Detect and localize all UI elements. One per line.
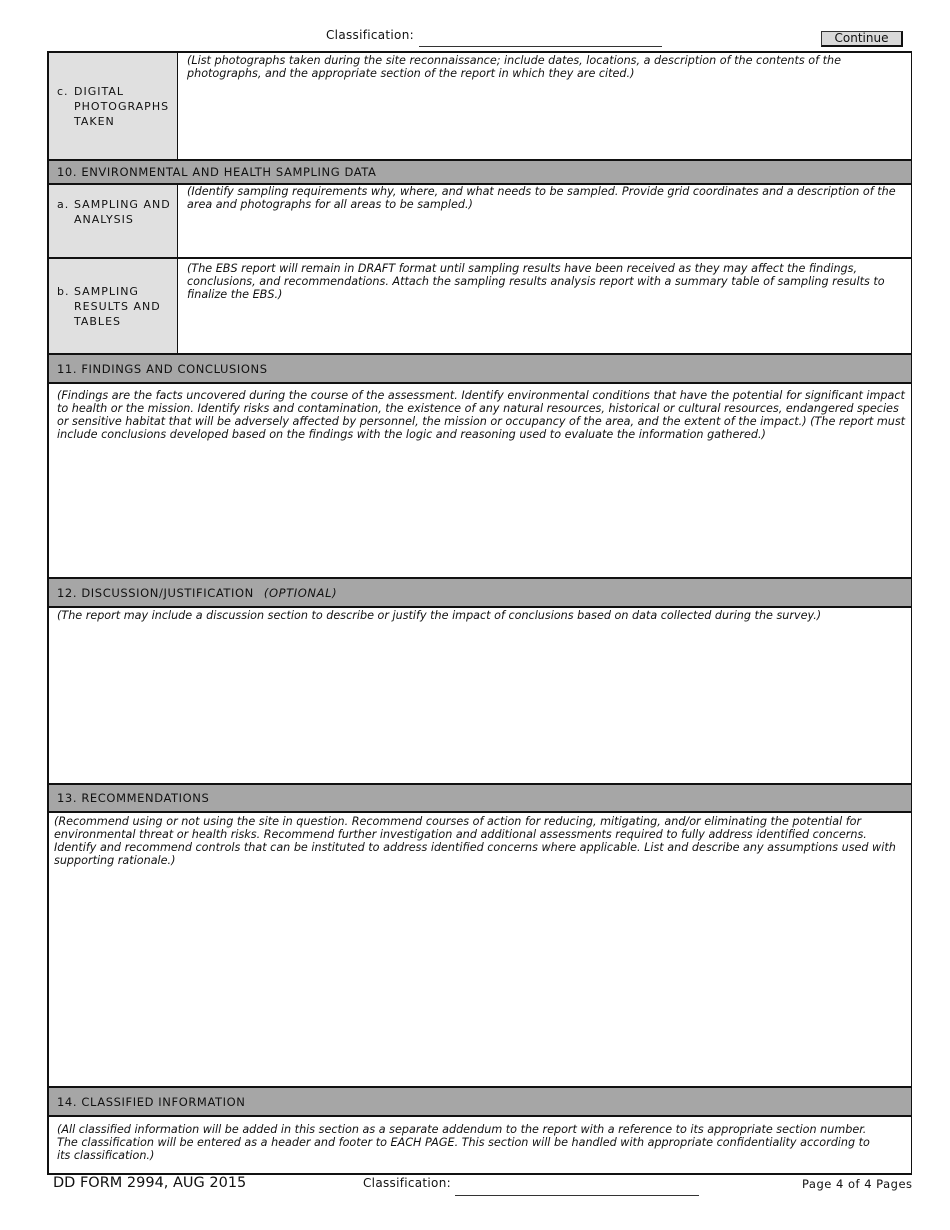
- label-text: SAMPLING RESULTS AND TABLES: [74, 284, 161, 328]
- optional-tag: (OPTIONAL): [263, 585, 338, 600]
- continue-button[interactable]: Continue: [821, 31, 903, 47]
- instruction-digital-photographs[interactable]: (List photographs taken during the site reconnaissance; include dates, locations, a description of the contents of the photographs, and the appropriate section of the report in which they are cited.): [187, 54, 841, 80]
- section-header-discussion: [49, 579, 911, 606]
- instruction-recommendations[interactable]: (Recommend using or not using the site in question. Recommend courses of action for reducing, mitigating, and/or eliminating the potential for environmental threat or health risks. Recommend further investigation and additional assessments required to fully address identified concerns. Identify and recommend controls that can be instituted to address identified concerns where applicable. List and describe any assumptions used with supporting rationale.): [54, 815, 896, 867]
- form-id: DD FORM 2994, AUG 2015: [53, 1175, 247, 1191]
- section-header-recommendations: [49, 785, 911, 811]
- instruction-classified[interactable]: (All classified information will be added in this section as a separate addendum to the report with a reference to its appropriate section number. The classification will be entered as a header and footer to EACH PAGE. This section will be handled with appropriate confidentiality according to its classification.): [57, 1123, 870, 1162]
- page-indicator: Page 4 of 4 Pages: [802, 1177, 913, 1191]
- label-sampling-analysis: [49, 185, 178, 257]
- section-header-findings: [49, 355, 911, 382]
- label-digital-photographs: [49, 53, 178, 159]
- footer-classification-field[interactable]: [455, 1195, 699, 1196]
- label-text: DIGITAL PHOTOGRAPHS TAKEN: [74, 84, 170, 128]
- top-classification-field[interactable]: [419, 46, 662, 47]
- instruction-sampling-analysis[interactable]: (Identify sampling requirements why, where, and what needs to be sampled. Provide grid coordinates and a description of the area and photographs for all areas to be sampled.): [187, 185, 896, 211]
- section-title: 13. RECOMMENDATIONS: [57, 791, 210, 805]
- instruction-sampling-results[interactable]: (The EBS report will remain in DRAFT format until sampling results have been received as they may affect the findings, conclusions, and recommendations. Attach the sampling results analysis report with a summary table of sampling results to finalize the EBS.): [187, 262, 885, 301]
- label-sampling-results: [49, 259, 178, 353]
- section-title: 14. CLASSIFIED INFORMATION: [57, 1094, 246, 1109]
- label-text: SAMPLING AND ANALYSIS: [74, 198, 171, 226]
- footer-classification-label: Classification:: [363, 1176, 451, 1190]
- divider: [49, 606, 911, 608]
- section-header-classified: [49, 1088, 911, 1115]
- section-title: 12. DISCUSSION/JUSTIFICATION: [57, 585, 254, 600]
- top-classification-label: Classification:: [326, 28, 414, 42]
- section-header-sampling-data: [49, 161, 911, 183]
- instruction-discussion[interactable]: (The report may include a discussion section to describe or justify the impact of conclusions based on data collected during the survey.): [57, 609, 822, 622]
- divider: [49, 382, 911, 384]
- label-letter: a.: [57, 198, 70, 211]
- label-letter: b.: [57, 284, 70, 298]
- section-title: 11. FINDINGS AND CONCLUSIONS: [57, 361, 268, 376]
- divider: [49, 1115, 911, 1117]
- divider: [49, 811, 911, 813]
- label-letter: c.: [57, 84, 69, 98]
- divider: [49, 257, 911, 259]
- section-title: 10. ENVIRONMENTAL AND HEALTH SAMPLING DATA: [57, 165, 377, 179]
- instruction-findings[interactable]: (Findings are the facts uncovered during the course of the assessment. Identify environmental conditions that have the potential for significant impact to health or the mission. Identify risks and contamination, the existence of any natural resources, historical or cultural resources, endangered species or sensitive habitat that will be adversely affected by personnel, the mission or occupancy of the area, and the extent of the impact.) (The report must include conclusions developed based on the findings with the logic and reasoning used to evaluate the information gathered.): [57, 389, 906, 441]
- form-page: [47, 51, 912, 1175]
